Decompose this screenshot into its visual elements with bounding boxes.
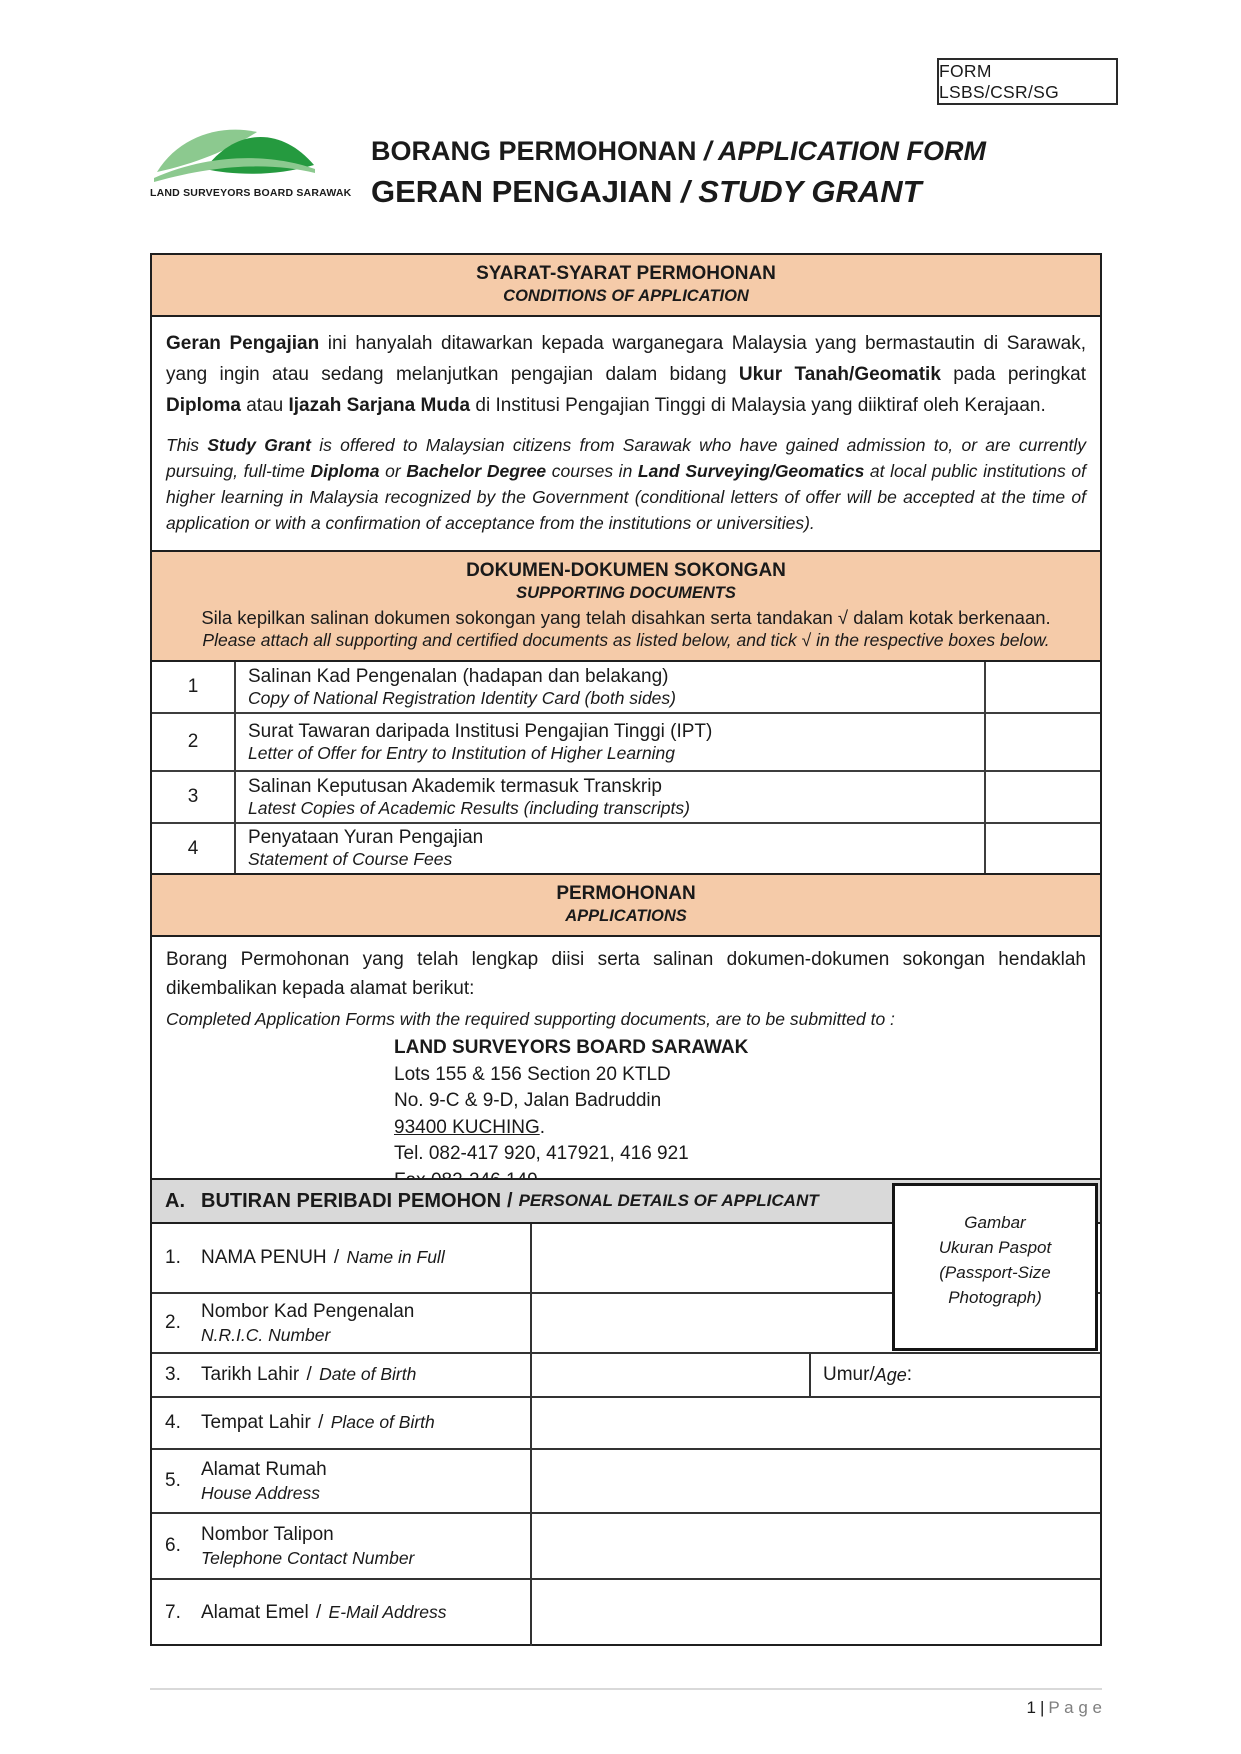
document-row	[152, 772, 1100, 824]
label-ms: Alamat Rumah	[201, 1458, 327, 1480]
documents-heading-ms: DOKUMEN-DOKUMEN SOKONGAN	[466, 560, 786, 581]
field-label-text	[201, 1524, 414, 1569]
conditions-paragraph-ms	[166, 328, 1086, 421]
field-row-date-of-birth	[152, 1354, 1100, 1398]
cond-ms-seg: atau	[240, 395, 289, 416]
cond-ms-seg: di Institusi Pengajian Tinggi di Malaysia yang diiktiraf oleh Kerajaan.	[470, 395, 1046, 416]
org-logo	[150, 122, 352, 199]
address-org-name: LAND SURVEYORS BOARD SARAWAK	[394, 1037, 749, 1058]
address-line-1: Lots 155 & 156 Section 20 KTLD	[394, 1063, 671, 1085]
label-en: N.R.I.C. Number	[201, 1324, 331, 1345]
documents-heading-en: SUPPORTING DOCUMENTS	[516, 584, 736, 602]
cond-en-seg: Diploma	[310, 461, 380, 481]
tick-box-cell-2[interactable]	[984, 714, 1100, 770]
field-label-text	[201, 1247, 445, 1269]
document-ms: Salinan Keputusan Akademik termasuk Transkrip	[248, 775, 662, 797]
document-ms: Penyataan Yuran Pengajian	[248, 827, 484, 848]
page-number: 1	[1026, 1698, 1036, 1717]
section-a-heading-ms: BUTIRAN PERIBADI PEMOHON	[201, 1189, 502, 1212]
tick-box-cell-4[interactable]	[984, 824, 1100, 873]
field-label-house-address	[152, 1450, 532, 1512]
cond-en-seg: Study Grant	[207, 435, 311, 455]
label-ms: Tempat Lahir	[201, 1412, 311, 1433]
field-label-name	[152, 1224, 532, 1292]
document-description	[236, 714, 984, 770]
applications-heading-en: APPLICATIONS	[565, 907, 687, 925]
cond-en-seg: is offered to Malaysian citizens from Sarawak who have gained admission to, or are currently pursuing, full-time	[166, 435, 1086, 481]
address-city-line	[394, 1115, 1086, 1142]
document-en: Letter of Offer for Entry to Institution of Higher Learning	[248, 742, 676, 763]
label-sep: /	[328, 1247, 345, 1268]
applications-instruction-en: Completed Application Forms with the required supporting documents, are to be submitted to :	[166, 1009, 895, 1029]
document-row	[152, 662, 1100, 714]
field-label-text	[201, 1602, 447, 1624]
field-row-house-address	[152, 1450, 1100, 1514]
document-row	[152, 714, 1100, 772]
applications-body	[152, 937, 1100, 1204]
cond-en-seg: at local public institutions of higher learning in Malaysia recognized by the Government (conditional letters of offer will be accepted at the time of application or with a confirmation of acceptance from the institutions or universities).	[166, 461, 1086, 533]
field-label-nric	[152, 1294, 532, 1352]
label-ms: Tarikh Lahir	[201, 1364, 300, 1385]
document-en: Copy of National Registration Identity Card (both sides)	[248, 687, 676, 708]
address-city-suffix: .	[539, 1116, 546, 1138]
field-number: 1.	[165, 1247, 181, 1268]
label-en: E-Mail Address	[328, 1602, 447, 1622]
document-description	[236, 662, 984, 712]
form-title	[371, 136, 986, 210]
field-cell-age[interactable]	[811, 1354, 1100, 1396]
label-ms: Nombor Talipon	[201, 1523, 334, 1545]
cond-ms-seg: pada peringkat	[940, 364, 1086, 385]
document-number: 3	[152, 772, 236, 822]
document-description	[236, 772, 984, 822]
photo-box-line: (Passport-Size	[939, 1263, 1051, 1282]
cond-en-seg: This	[166, 435, 208, 455]
land-surveyors-logo-icon	[150, 122, 320, 184]
cond-ms-seg: Ukur Tanah/Geomatik	[738, 364, 941, 385]
age-label-en: Age	[874, 1364, 907, 1385]
document-en: Latest Copies of Academic Results (including transcripts)	[248, 797, 690, 818]
document-en: Statement of Course Fees	[248, 849, 453, 869]
section-a-index: A.	[165, 1189, 185, 1212]
document-ms: Surat Tawaran daripada Institusi Pengajian Tinggi (IPT)	[248, 720, 713, 742]
title-line1-en: / APPLICATION FORM	[704, 136, 986, 166]
label-ms: Nombor Kad Pengenalan	[201, 1300, 415, 1322]
title-line2-en: / STUDY GRANT	[681, 174, 922, 209]
conditions-heading-ms: SYARAT-SYARAT PERMOHONAN	[476, 263, 776, 284]
field-number: 6.	[165, 1535, 181, 1556]
documents-note-ms: Sila kepilkan salinan dokumen sokongan yang telah disahkan serta tandakan √ dalam kotak berkenaan.	[201, 607, 1051, 628]
label-en: House Address	[201, 1482, 320, 1503]
label-sep: /	[301, 1364, 318, 1385]
tick-box-cell-1[interactable]	[984, 662, 1100, 712]
document-number: 4	[152, 824, 236, 873]
photo-box-line: Gambar	[964, 1213, 1026, 1232]
label-ms: NAMA PENUH	[201, 1247, 327, 1268]
photo-box-line: Photograph)	[948, 1288, 1042, 1307]
address-line-2: No. 9-C & 9-D, Jalan Badruddin	[394, 1090, 662, 1111]
cond-ms-seg: Geran Pengajian	[166, 333, 320, 354]
field-label-text	[201, 1364, 416, 1386]
label-ms: Alamat Emel	[201, 1602, 309, 1623]
address-telephone: Tel. 082-417 920, 417921, 416 921	[394, 1143, 689, 1164]
field-label-text	[201, 1459, 327, 1504]
passport-photo-box[interactable]	[892, 1183, 1098, 1351]
document-description	[236, 824, 984, 873]
title-line2-ms: GERAN PENGAJIAN	[371, 174, 682, 209]
age-label-colon: :	[906, 1364, 913, 1385]
cond-en-seg: courses in	[546, 461, 638, 481]
label-en: Name in Full	[346, 1247, 445, 1267]
field-number: 5.	[165, 1470, 181, 1491]
document-number: 1	[152, 662, 236, 712]
instructions-table	[150, 253, 1102, 1206]
tick-box-cell-3[interactable]	[984, 772, 1100, 822]
cond-ms-seg: Diploma	[166, 395, 241, 416]
label-sep: /	[310, 1602, 327, 1623]
cond-en-seg: or	[379, 461, 407, 481]
page-label: P a g e	[1048, 1698, 1102, 1717]
section-a-table	[150, 1178, 1102, 1646]
section-a-heading-en: PERSONAL DETAILS OF APPLICANT	[518, 1191, 819, 1210]
field-label-email	[152, 1580, 532, 1646]
field-row-telephone	[152, 1514, 1100, 1580]
cond-en-seg: Bachelor Degree	[406, 461, 547, 481]
document-row	[152, 824, 1100, 875]
field-number: 4.	[165, 1412, 181, 1433]
title-line-1	[371, 136, 986, 167]
field-cell-telephone[interactable]	[532, 1514, 1100, 1578]
field-number: 7.	[165, 1602, 181, 1623]
field-row-email	[152, 1580, 1100, 1646]
field-label-text	[201, 1301, 414, 1346]
conditions-paragraph-en	[166, 432, 1086, 536]
title-line1-ms: BORANG PERMOHONAN	[371, 136, 705, 166]
document-ms: Salinan Kad Pengenalan (hadapan dan belakang)	[248, 665, 669, 687]
field-row-place-of-birth	[152, 1398, 1100, 1450]
field-number: 3.	[165, 1364, 181, 1385]
logo-caption: LAND SURVEYORS BOARD SARAWAK	[150, 187, 352, 199]
document-number: 2	[152, 714, 236, 770]
form-code-text: FORM LSBS/CSR/SG	[939, 60, 1060, 102]
footer-separator: |	[1040, 1698, 1045, 1717]
field-label-place-of-birth	[152, 1398, 532, 1448]
label-en: Telephone Contact Number	[201, 1547, 415, 1568]
submission-address	[394, 1035, 1086, 1194]
conditions-body	[152, 317, 1100, 552]
age-label-sep: /	[869, 1364, 875, 1385]
age-label-ms: Umur	[823, 1364, 870, 1385]
applications-instruction-ms: Borang Permohonan yang telah lengkap diisi serta salinan dokumen-dokumen sokongan hendaklah dikembalikan kepada alamat berikut:	[166, 949, 1086, 999]
label-en: Date of Birth	[319, 1364, 417, 1384]
field-cell-place-of-birth[interactable]	[532, 1398, 1100, 1448]
field-cell-date-of-birth[interactable]	[532, 1354, 811, 1396]
photo-box-line: Ukuran Paspot	[938, 1238, 1052, 1257]
documents-note-en: Please attach all supporting and certified documents as listed below, and tick √ in the respective boxes below.	[202, 630, 1050, 650]
field-cell-email[interactable]	[532, 1580, 1100, 1646]
label-sep: /	[312, 1412, 329, 1433]
documents-header	[152, 552, 1100, 662]
cond-ms-seg: Ijazah Sarjana Muda	[288, 395, 471, 416]
conditions-header	[152, 255, 1100, 317]
field-number: 2.	[165, 1312, 181, 1333]
page-footer	[150, 1688, 1102, 1718]
applications-header	[152, 875, 1100, 937]
field-cell-house-address[interactable]	[532, 1450, 1100, 1512]
cond-ms-seg: ini hanyalah ditawarkan kepada warganegara Malaysia yang bermastautin di Sarawak, yang ingin atau sedang melanjutkan pengajian dalam bidang	[166, 333, 1086, 385]
field-label-telephone	[152, 1514, 532, 1578]
applications-heading-ms: PERMOHONAN	[556, 883, 696, 904]
section-a-heading-sep: /	[507, 1189, 513, 1212]
field-label-date-of-birth	[152, 1354, 532, 1396]
title-line-2	[371, 174, 986, 210]
field-label-text	[201, 1412, 435, 1434]
form-code-box	[937, 58, 1118, 105]
cond-en-seg: Land Surveying/Geomatics	[637, 461, 865, 481]
address-city: 93400 KUCHING	[394, 1116, 540, 1138]
conditions-heading-en: CONDITIONS OF APPLICATION	[503, 287, 749, 305]
label-en: Place of Birth	[330, 1412, 435, 1432]
